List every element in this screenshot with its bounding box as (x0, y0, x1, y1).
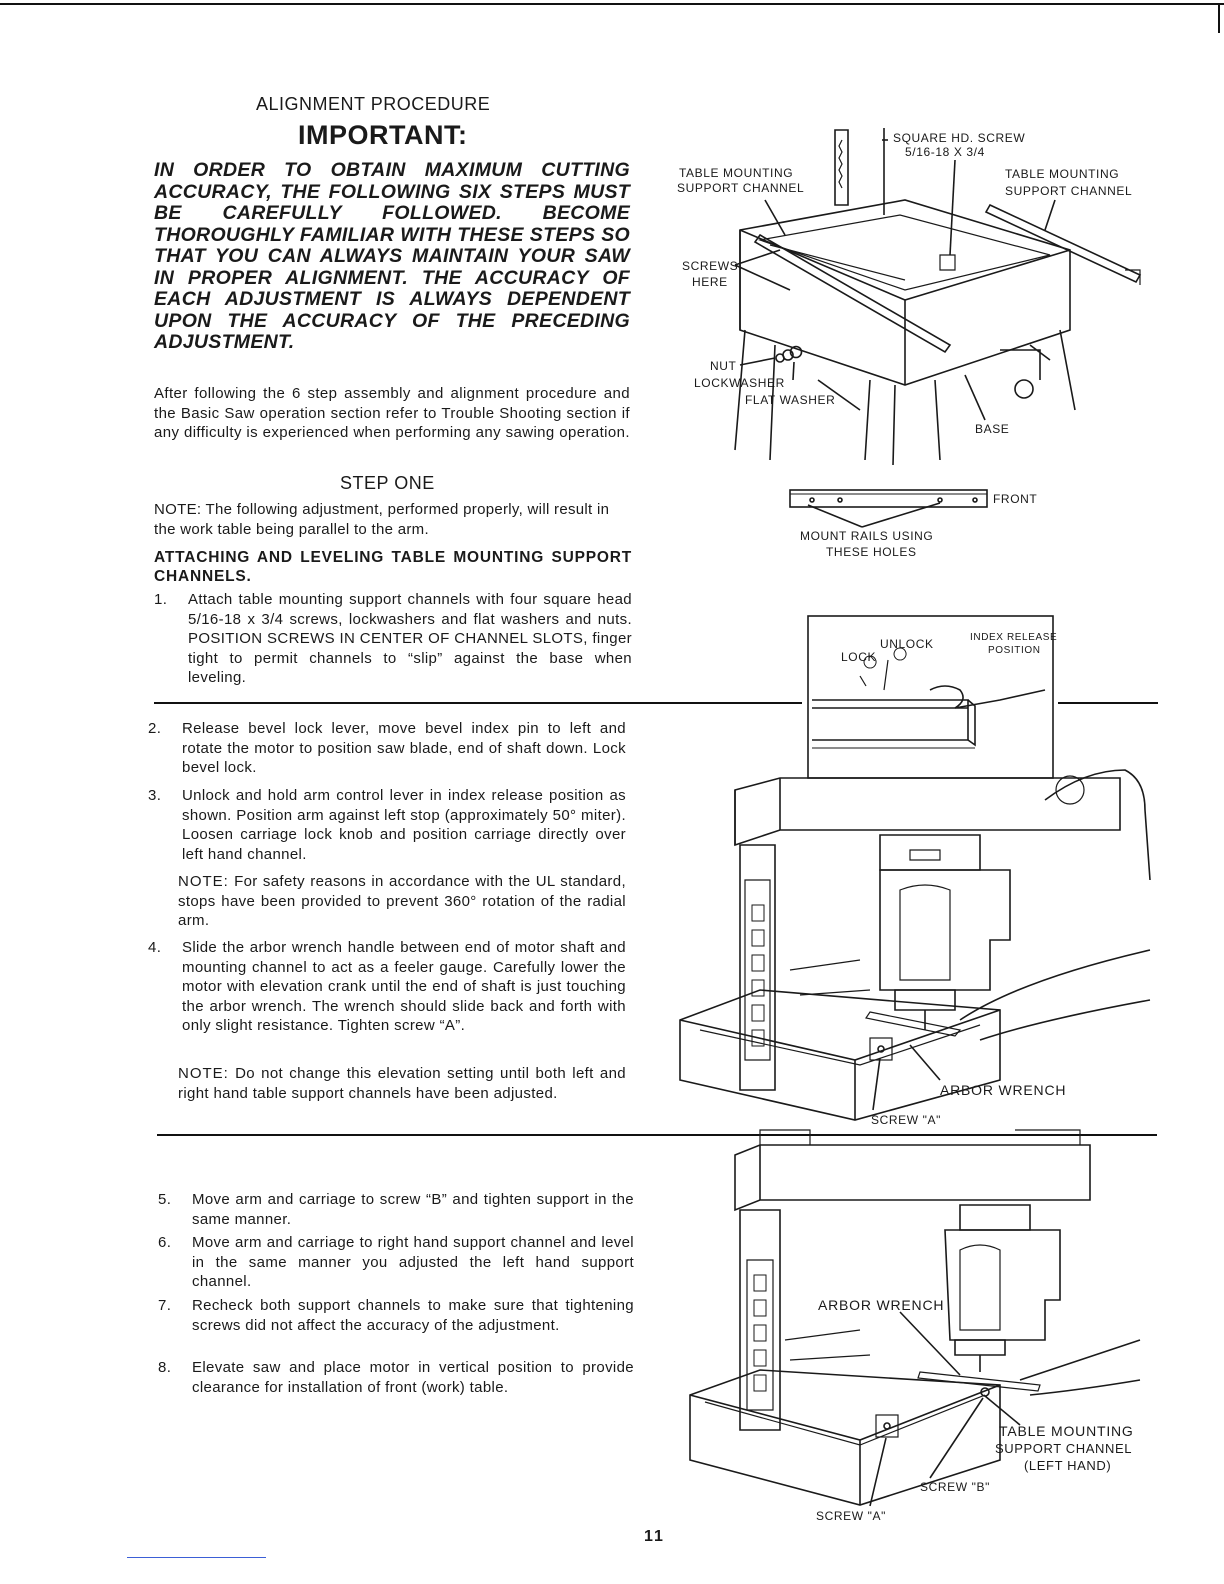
note-label: NOTE: (154, 501, 202, 518)
step-heading: STEP ONE (340, 473, 435, 493)
label-left-hand: (LEFT HAND) (1024, 1458, 1112, 1473)
step-text: Recheck both support channels to make sure that tightening screws did not affect the accuracy of the adjustment. (192, 1297, 634, 1334)
label-table-channel: TABLE MOUNTING (999, 1423, 1134, 1439)
label-square-screw: SQUARE HD. SCREW (893, 131, 1026, 145)
step-text: Slide the arbor wrench handle between end of motor shaft and mounting channel to act as a feeler gauge. Carefully lower the motor with elevation crank until the end of shaft is just touching the arbor wrench. The wrench should slide back and forth with only slight resistance. Tighten screw “A”. (182, 939, 626, 1034)
intro-paragraph: After following the 6 step assembly and alignment procedure and the Basic Saw operation section refer to Trouble Shooting section if any difficulty is experienced when performing any sawing operation. (154, 385, 630, 441)
section-title: ALIGNMENT PROCEDURE (256, 94, 491, 114)
step-number: 1. (154, 591, 168, 608)
step-text: Move arm and carriage to screw “B” and tighten support in the same manner. (192, 1191, 634, 1228)
label-arbor-wrench-2: ARBOR WRENCH (818, 1297, 945, 1313)
important-heading: IMPORTANT: (298, 120, 468, 150)
label-these-holes: THESE HOLES (826, 545, 917, 559)
label-table-channel-left: TABLE MOUNTING (679, 166, 794, 180)
note-text: Do not change this elevation setting until both left and right hand table support channels have been adjusted. (178, 1065, 626, 1102)
figure-rail (790, 490, 987, 527)
step-number: 3. (148, 787, 162, 804)
label-lock: LOCK (841, 650, 877, 664)
label-square-screw-size: 5/16-18 X 3/4 (905, 145, 985, 159)
step-number: 4. (148, 939, 162, 956)
label-table-channel-right: TABLE MOUNTING (1005, 167, 1120, 181)
label-screws: SCREWS (682, 259, 739, 273)
note-label: NOTE: (178, 1065, 229, 1082)
label-nut: NUT (710, 359, 737, 373)
label-unlock: UNLOCK (880, 637, 934, 651)
label-front: FRONT (993, 492, 1038, 506)
step-number: 7. (158, 1297, 172, 1314)
step-number: 8. (158, 1359, 172, 1376)
figure-saw-left-labels (871, 1082, 1066, 1127)
note-label: NOTE: (178, 873, 229, 890)
step-text: Attach table mounting support channels with four square head 5/16-18 x 3/4 screws, lockwashers and flat washers and nuts. POSITION SCREWS IN CENTER OF CHANNEL SLOTS, finger tight to permit channels to “slip” against the base when leveling. (188, 591, 632, 686)
figure-inset-labels (841, 632, 1057, 664)
label-position: POSITION (988, 645, 1041, 656)
label-here: HERE (692, 275, 728, 289)
label-table-channel-right-2: SUPPORT CHANNEL (1005, 184, 1133, 198)
label-base: BASE (975, 422, 1010, 436)
figure-rail-labels (800, 492, 1037, 559)
label-table-channel-left-2: SUPPORT CHANNEL (677, 181, 805, 195)
label-table-channel-2: SUPPORT CHANNEL (995, 1441, 1133, 1456)
label-lockwasher: LOCKWASHER (694, 376, 785, 390)
note-text: The following adjustment, performed properly, will result in the work table being parallel to the arm. (154, 501, 610, 538)
step-number: 5. (158, 1191, 172, 1208)
label-mount-rails: MOUNT RAILS USING (800, 529, 934, 543)
page-number: 11 (644, 1528, 665, 1545)
label-screw-a-2: SCREW "A" (816, 1509, 886, 1523)
step-text: Move arm and carriage to right hand support channel and level in the same manner you adjusted the left hand support channel. (192, 1234, 634, 1290)
label-index-release: INDEX RELEASE (970, 632, 1058, 643)
step-text: Elevate saw and place motor in vertical position to provide clearance for installation of front (work) table. (192, 1359, 634, 1396)
label-arbor-wrench: ARBOR WRENCH (940, 1082, 1067, 1098)
label-flat-washer: FLAT WASHER (745, 393, 836, 407)
figure-saw-left-channel (680, 770, 1150, 1120)
attach-heading: ATTACHING AND LEVELING TABLE MOUNTING SUPPORT CHANNELS. (154, 549, 632, 585)
step-number: 6. (158, 1234, 172, 1251)
label-screw-a: SCREW "A" (871, 1113, 941, 1127)
step-number: 2. (148, 720, 162, 737)
step-text: Release bevel lock lever, move bevel index pin to left and rotate the motor to position saw blade, end of shaft down. Lock bevel lock. (182, 720, 626, 776)
figure-base-channels-labels (677, 131, 1132, 436)
step-text: Unlock and hold arm control lever in index release position as shown. Position arm against left stop (approximately 50° miter). Loosen carriage lock knob and position carriage directly over left hand channel. (182, 787, 626, 863)
label-screw-b: SCREW "B" (920, 1480, 990, 1494)
note-text: For safety reasons in accordance with the UL standard, stops have been provided to prevent 360° rotation of the radial arm. (178, 873, 626, 929)
warning-paragraph: IN ORDER TO OBTAIN MAXIMUM CUTTING ACCURACY, THE FOLLOWING SIX STEPS MUST BE CAREFULLY FOLLOWED. BECOME THOROUGHLY FAMILIAR WITH THESE STEPS SO THAT YOU CAN ALWAYS MAINTAIN YOUR SAW IN PROPER ALIGNMENT. THE ACCURACY OF EACH ADJUSTMENT IS ALWAYS DEPENDENT UPON THE ACCURACY OF THE PRECEDING ADJUSTMENT. (154, 159, 630, 353)
